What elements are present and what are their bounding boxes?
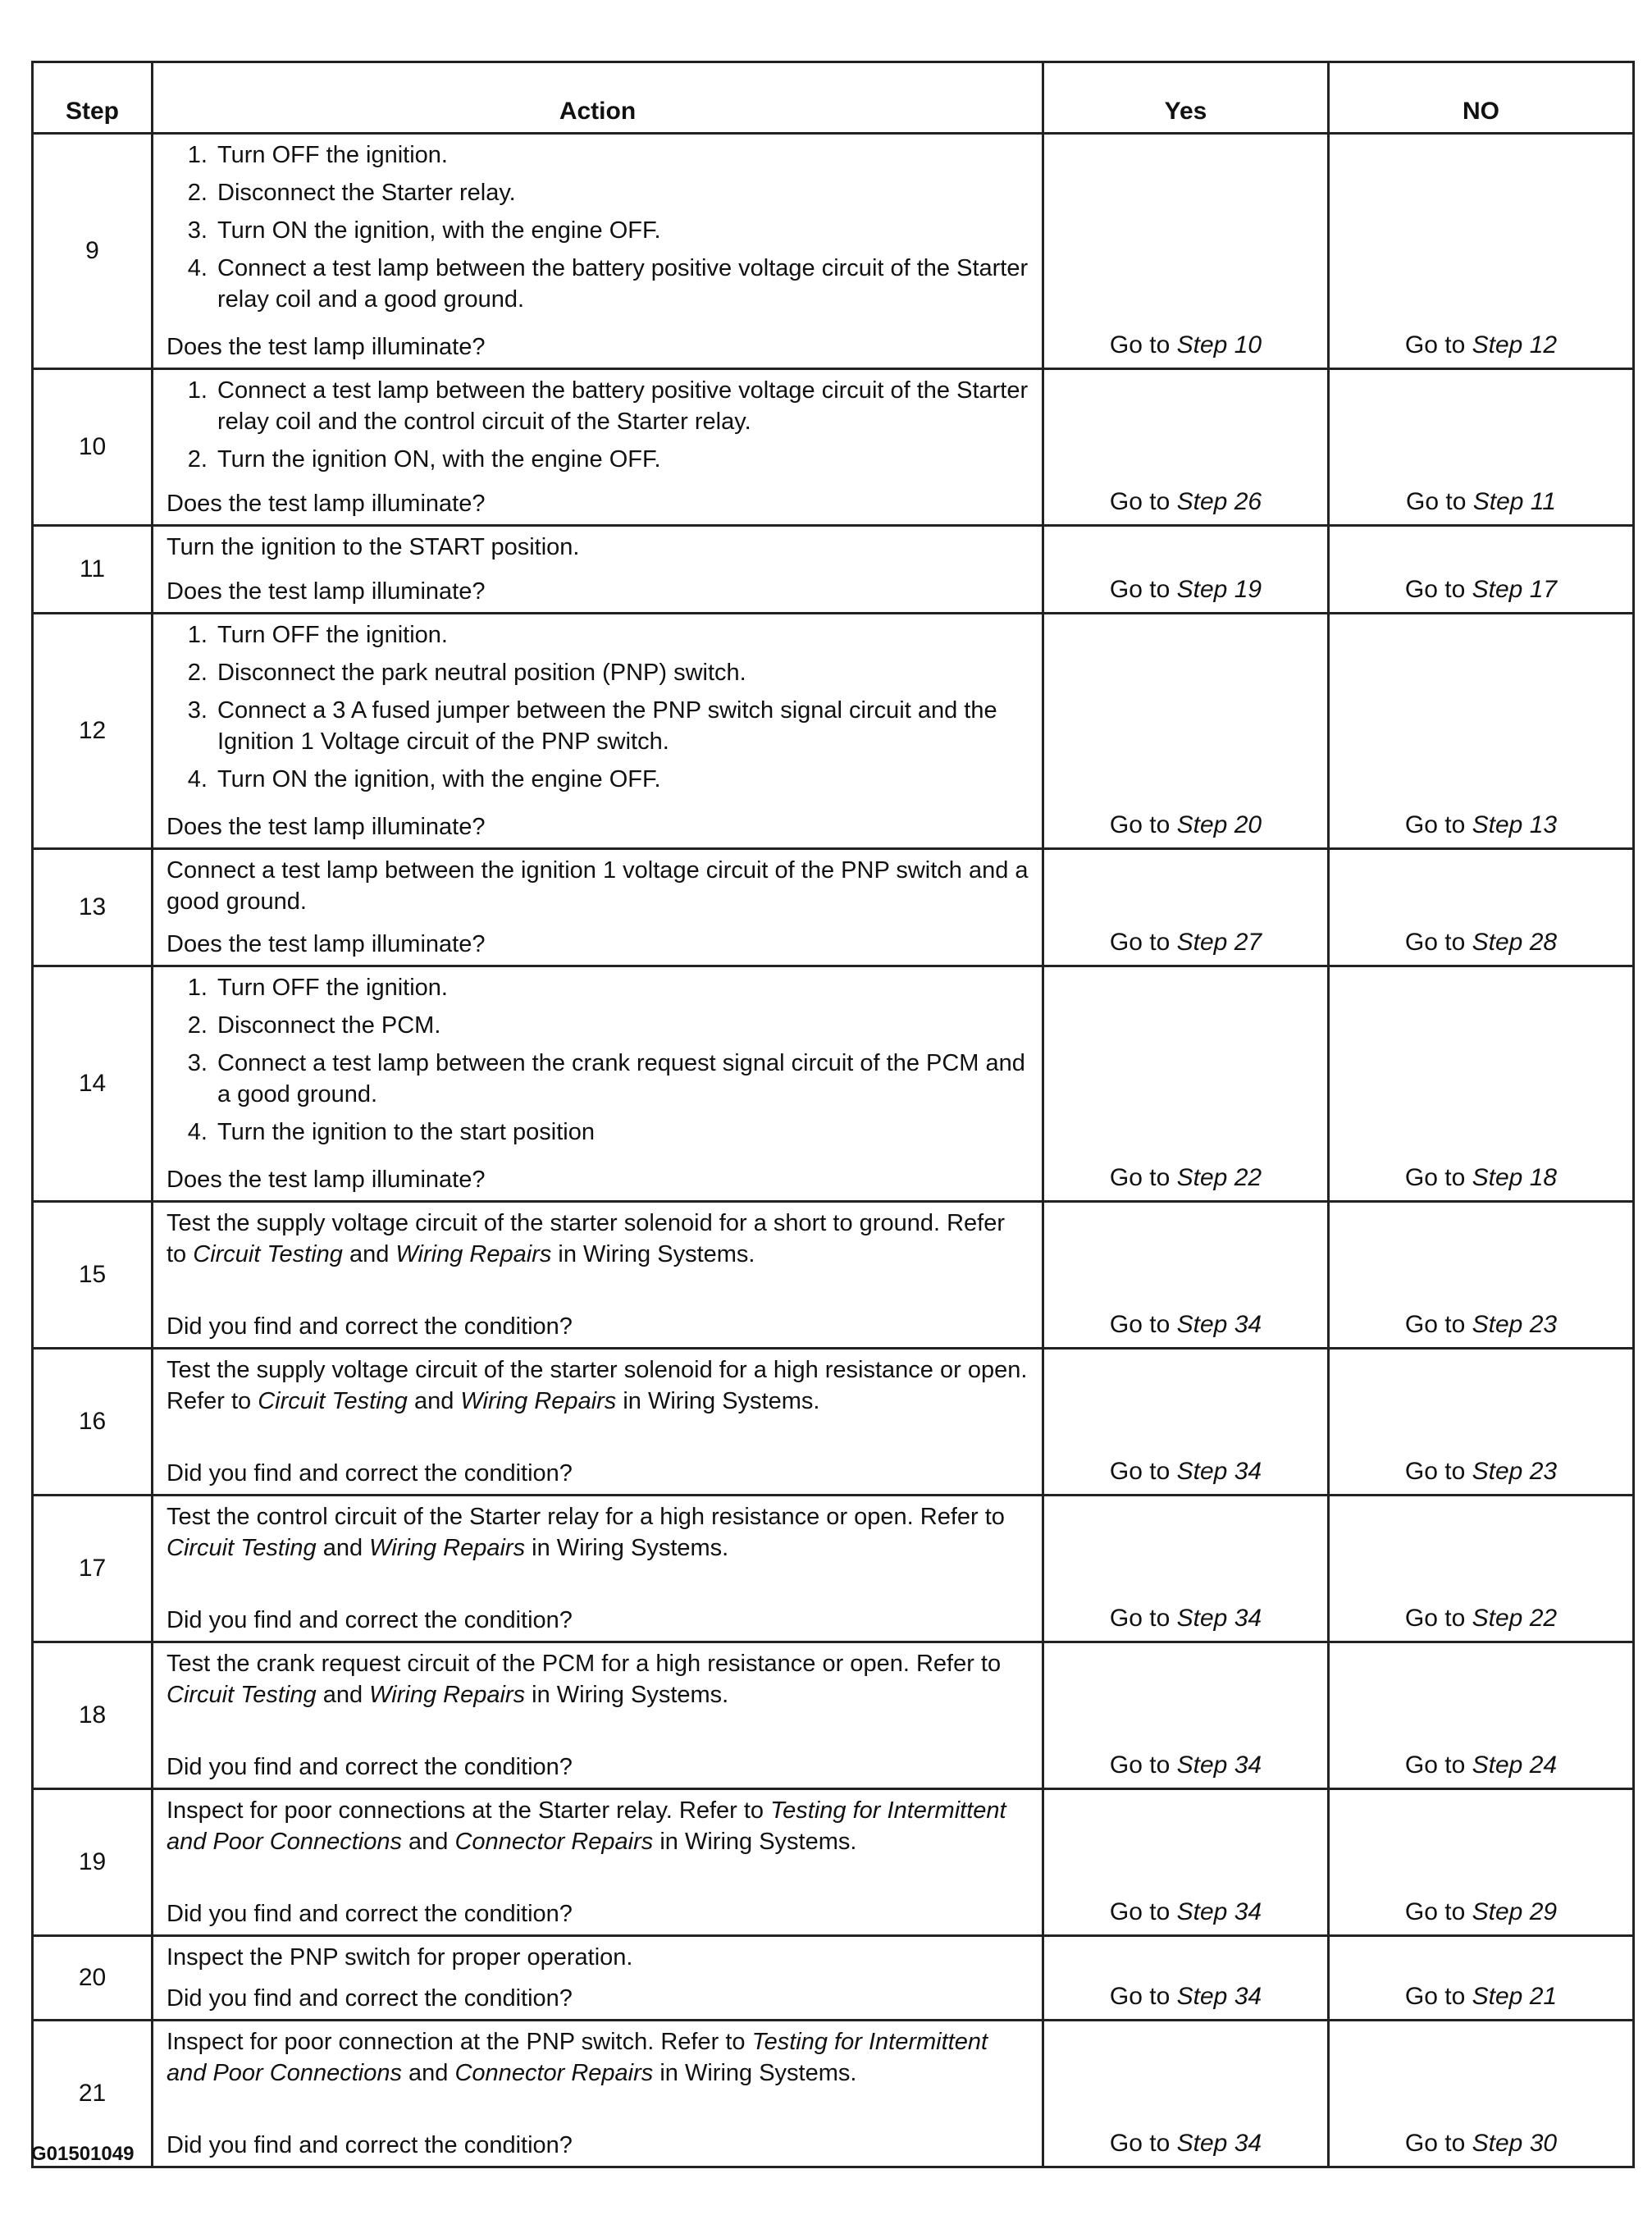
action-step: 1. Turn OFF the ignition. bbox=[214, 619, 1030, 651]
goto-step-target: Step 10 bbox=[1176, 331, 1262, 359]
goto-step-target: Step 34 bbox=[1176, 1605, 1262, 1632]
step-number: 13 bbox=[33, 849, 153, 966]
goto-prefix: Go to bbox=[1404, 1311, 1466, 1338]
action-step: 2. Turn the ignition ON, with the engine OFF. bbox=[214, 444, 1030, 475]
table-row bbox=[33, 849, 1634, 966]
action-question: Does the test lamp illuminate? bbox=[167, 491, 486, 517]
action-cell bbox=[153, 614, 1043, 849]
table-body bbox=[33, 134, 1634, 2167]
goto-step-target: Step 34 bbox=[1176, 1983, 1262, 2010]
goto-step-target: Step 13 bbox=[1472, 811, 1558, 838]
goto-prefix: Go to bbox=[1404, 1898, 1466, 1925]
step-number: 15 bbox=[33, 1202, 153, 1349]
goto-step-target: Step 28 bbox=[1472, 929, 1558, 956]
action-question: Did you find and correct the condition? bbox=[167, 1313, 573, 1340]
goto-prefix: Go to bbox=[1404, 331, 1466, 359]
action-text bbox=[167, 2026, 1030, 2089]
goto-step-target: Step 30 bbox=[1472, 2130, 1558, 2157]
goto-step-target: Step 22 bbox=[1472, 1605, 1558, 1632]
goto-prefix: Go to bbox=[1109, 331, 1171, 359]
no-result bbox=[1329, 1349, 1634, 1496]
table-row bbox=[33, 1202, 1634, 1349]
yes-result bbox=[1043, 1936, 1329, 2021]
no-result bbox=[1329, 526, 1634, 614]
goto-prefix: Go to bbox=[1109, 811, 1171, 838]
action-step: 2. Disconnect the park neutral position (PNP) switch. bbox=[214, 657, 1030, 688]
action-step: 3. Connect a test lamp between the crank request signal circuit of the PCM and a good ground. bbox=[214, 1048, 1030, 1110]
action-steps-list bbox=[167, 139, 1030, 315]
action-cell bbox=[153, 369, 1043, 526]
goto-step-target: Step 19 bbox=[1176, 576, 1262, 603]
action-question: Does the test lamp illuminate? bbox=[167, 931, 486, 957]
goto-step-target: Step 18 bbox=[1472, 1164, 1558, 1191]
header-action: Action bbox=[153, 62, 1043, 134]
action-text-part: Test the supply voltage circuit of the starter solenoid for a short to ground. Refer to bbox=[167, 1210, 1005, 1267]
goto-step-target: Step 24 bbox=[1472, 1751, 1558, 1779]
action-text-part: and bbox=[316, 1535, 370, 1561]
action-steps-list bbox=[167, 972, 1030, 1148]
table-row bbox=[33, 1349, 1634, 1496]
action-text-part: in Wiring Systems. bbox=[525, 1682, 729, 1708]
step-number: 18 bbox=[33, 1642, 153, 1789]
action-text-part: in Wiring Systems. bbox=[653, 2060, 857, 2086]
step-number: 9 bbox=[33, 134, 153, 369]
goto-prefix: Go to bbox=[1406, 488, 1467, 515]
no-result bbox=[1329, 614, 1634, 849]
goto-step-target: Step 23 bbox=[1472, 1311, 1558, 1338]
goto-prefix: Go to bbox=[1404, 1164, 1466, 1191]
action-question: Did you find and correct the condition? bbox=[167, 2132, 573, 2158]
action-text bbox=[167, 1354, 1030, 1417]
goto-prefix: Go to bbox=[1404, 1458, 1466, 1485]
action-question: Does the test lamp illuminate? bbox=[167, 334, 486, 360]
table-row bbox=[33, 1789, 1634, 1936]
reference-title: Circuit Testing bbox=[193, 1241, 343, 1267]
yes-result bbox=[1043, 849, 1329, 966]
reference-title: Testing for Intermittent and Poor Connections bbox=[167, 1797, 1006, 1855]
action-step: 1. Turn OFF the ignition. bbox=[214, 972, 1030, 1003]
diagnostic-table-sheet bbox=[31, 61, 1632, 2168]
goto-step-target: Step 22 bbox=[1176, 1164, 1262, 1191]
step-number: 16 bbox=[33, 1349, 153, 1496]
action-text-part: Inspect for poor connection at the PNP switch. Refer to bbox=[167, 2029, 752, 2055]
reference-title: Wiring Repairs bbox=[369, 1682, 526, 1708]
action-text-part: and bbox=[401, 1829, 455, 1855]
goto-step-target: Step 20 bbox=[1176, 811, 1262, 838]
yes-result bbox=[1043, 614, 1329, 849]
goto-prefix: Go to bbox=[1404, 576, 1466, 603]
goto-step-target: Step 34 bbox=[1176, 1898, 1262, 1925]
action-cell bbox=[153, 134, 1043, 369]
goto-step-target: Step 26 bbox=[1176, 488, 1262, 515]
no-result bbox=[1329, 1936, 1634, 2021]
action-step: 4. Connect a test lamp between the battery positive voltage circuit of the Starter relay coil and a good ground. bbox=[214, 253, 1030, 315]
table-row bbox=[33, 369, 1634, 526]
yes-result bbox=[1043, 966, 1329, 1202]
goto-step-target: Step 29 bbox=[1472, 1898, 1558, 1925]
yes-result bbox=[1043, 2021, 1329, 2167]
action-step: 2. Disconnect the Starter relay. bbox=[214, 177, 1030, 208]
table-row bbox=[33, 134, 1634, 369]
header-step: Step bbox=[33, 62, 153, 134]
action-text bbox=[167, 1648, 1030, 1710]
header-row bbox=[33, 62, 1634, 134]
goto-prefix: Go to bbox=[1404, 2130, 1466, 2157]
goto-prefix: Go to bbox=[1109, 1458, 1171, 1485]
step-number: 21 bbox=[33, 2021, 153, 2167]
table-row bbox=[33, 526, 1634, 614]
goto-step-target: Step 34 bbox=[1176, 1311, 1262, 1338]
action-text bbox=[167, 1208, 1030, 1270]
goto-prefix: Go to bbox=[1109, 1751, 1171, 1779]
action-text-part: Inspect for poor connections at the Starter relay. Refer to bbox=[167, 1797, 771, 1824]
no-result bbox=[1329, 134, 1634, 369]
reference-title: Wiring Repairs bbox=[369, 1535, 526, 1561]
reference-title: Circuit Testing bbox=[258, 1388, 408, 1414]
action-text: Turn the ignition to the START position. bbox=[167, 534, 580, 560]
action-step: 4. Turn ON the ignition, with the engine OFF. bbox=[214, 764, 1030, 795]
yes-result bbox=[1043, 1349, 1329, 1496]
action-cell bbox=[153, 966, 1043, 1202]
reference-title: Connector Repairs bbox=[454, 1829, 654, 1855]
table-row bbox=[33, 966, 1634, 1202]
goto-prefix: Go to bbox=[1109, 1983, 1171, 2010]
diagnostic-table bbox=[31, 61, 1635, 2168]
action-text: Connect a test lamp between the ignition 1 voltage circuit of the PNP switch and a good ground. bbox=[167, 857, 1029, 915]
reference-title: Circuit Testing bbox=[167, 1682, 317, 1708]
action-step: 3. Connect a 3 A fused jumper between the PNP switch signal circuit and the Ignition 1 Voltage circuit of the PNP switch. bbox=[214, 695, 1030, 757]
action-step: 4. Turn the ignition to the start position bbox=[214, 1117, 1030, 1148]
action-text-part: in Wiring Systems. bbox=[653, 1829, 857, 1855]
goto-prefix: Go to bbox=[1404, 1983, 1466, 2010]
action-cell bbox=[153, 1936, 1043, 2021]
action-cell bbox=[153, 1642, 1043, 1789]
action-question: Did you find and correct the condition? bbox=[167, 1607, 573, 1633]
goto-prefix: Go to bbox=[1404, 929, 1466, 956]
action-cell bbox=[153, 1349, 1043, 1496]
table-row bbox=[33, 614, 1634, 849]
goto-prefix: Go to bbox=[1404, 1751, 1466, 1779]
action-cell bbox=[153, 2021, 1043, 2167]
goto-prefix: Go to bbox=[1109, 576, 1171, 603]
no-result bbox=[1329, 1642, 1634, 1789]
goto-prefix: Go to bbox=[1404, 811, 1466, 838]
no-result bbox=[1329, 1496, 1634, 1642]
action-text-part: Test the control circuit of the Starter relay for a high resistance or open. Refer to bbox=[167, 1504, 1005, 1530]
step-number: 14 bbox=[33, 966, 153, 1202]
goto-prefix: Go to bbox=[1109, 1311, 1171, 1338]
no-result bbox=[1329, 849, 1634, 966]
yes-result bbox=[1043, 526, 1329, 614]
yes-result bbox=[1043, 1202, 1329, 1349]
action-cell bbox=[153, 1789, 1043, 1936]
reference-title: Circuit Testing bbox=[167, 1535, 317, 1561]
goto-prefix: Go to bbox=[1109, 488, 1171, 515]
goto-step-target: Step 34 bbox=[1176, 1458, 1262, 1485]
action-cell bbox=[153, 1202, 1043, 1349]
goto-prefix: Go to bbox=[1109, 2130, 1171, 2157]
reference-title: Wiring Repairs bbox=[460, 1388, 617, 1414]
action-text-part: and bbox=[407, 1388, 461, 1414]
header-yes: Yes bbox=[1043, 62, 1329, 134]
action-question: Does the test lamp illuminate? bbox=[167, 814, 486, 840]
action-cell bbox=[153, 849, 1043, 966]
reference-title: Wiring Repairs bbox=[395, 1241, 552, 1267]
goto-step-target: Step 21 bbox=[1472, 1983, 1558, 2010]
action-question: Did you find and correct the condition? bbox=[167, 1901, 573, 1927]
action-question: Did you find and correct the condition? bbox=[167, 1460, 573, 1487]
goto-prefix: Go to bbox=[1109, 929, 1171, 956]
goto-step-target: Step 17 bbox=[1472, 576, 1558, 603]
action-text-part: and bbox=[401, 2060, 455, 2086]
action-text-part: Test the supply voltage circuit of the starter solenoid for a high resistance or open. Refer to bbox=[167, 1357, 1028, 1414]
goto-step-target: Step 34 bbox=[1176, 2130, 1262, 2157]
action-text-part: and bbox=[316, 1682, 370, 1708]
action-cell bbox=[153, 526, 1043, 614]
action-question: Does the test lamp illuminate? bbox=[167, 1167, 486, 1193]
step-number: 11 bbox=[33, 526, 153, 614]
goto-prefix: Go to bbox=[1109, 1605, 1171, 1632]
goto-step-target: Step 11 bbox=[1472, 488, 1556, 515]
action-text bbox=[167, 1795, 1030, 1857]
action-text-part: in Wiring Systems. bbox=[551, 1241, 755, 1267]
action-step: 2. Disconnect the PCM. bbox=[214, 1010, 1030, 1041]
yes-result bbox=[1043, 369, 1329, 526]
step-number: 17 bbox=[33, 1496, 153, 1642]
no-result bbox=[1329, 369, 1634, 526]
action-cell bbox=[153, 1496, 1043, 1642]
table-row bbox=[33, 1936, 1634, 2021]
action-step: 1. Connect a test lamp between the battery positive voltage circuit of the Starter relay coil and the control circuit of the Starter relay. bbox=[214, 375, 1030, 437]
action-text-part: in Wiring Systems. bbox=[525, 1535, 729, 1561]
figure-code: G01501049 bbox=[31, 2143, 135, 2165]
action-question: Does the test lamp illuminate? bbox=[167, 578, 486, 605]
reference-title: Testing for Intermittent and Poor Connections bbox=[167, 2029, 988, 2086]
table-row bbox=[33, 1642, 1634, 1789]
goto-step-target: Step 12 bbox=[1472, 331, 1558, 359]
goto-step-target: Step 34 bbox=[1176, 1751, 1262, 1779]
no-result bbox=[1329, 2021, 1634, 2167]
step-number: 20 bbox=[33, 1936, 153, 2021]
header-no: NO bbox=[1329, 62, 1634, 134]
step-number: 12 bbox=[33, 614, 153, 849]
yes-result bbox=[1043, 1789, 1329, 1936]
goto-prefix: Go to bbox=[1109, 1898, 1171, 1925]
no-result bbox=[1329, 1789, 1634, 1936]
yes-result bbox=[1043, 1496, 1329, 1642]
table-row bbox=[33, 1496, 1634, 1642]
action-steps-list bbox=[167, 375, 1030, 475]
action-text-part: Test the crank request circuit of the PCM for a high resistance or open. Refer to bbox=[167, 1651, 1002, 1677]
action-question: Did you find and correct the condition? bbox=[167, 1985, 573, 2012]
action-steps-list bbox=[167, 619, 1030, 795]
goto-prefix: Go to bbox=[1109, 1164, 1171, 1191]
action-text-part: in Wiring Systems. bbox=[616, 1388, 820, 1414]
step-number: 19 bbox=[33, 1789, 153, 1936]
goto-step-target: Step 23 bbox=[1472, 1458, 1558, 1485]
action-step: 3. Turn ON the ignition, with the engine OFF. bbox=[214, 215, 1030, 246]
step-number: 10 bbox=[33, 369, 153, 526]
goto-prefix: Go to bbox=[1404, 1605, 1466, 1632]
table-row bbox=[33, 2021, 1634, 2167]
yes-result bbox=[1043, 1642, 1329, 1789]
action-text-part: and bbox=[342, 1241, 396, 1267]
action-question: Did you find and correct the condition? bbox=[167, 1754, 573, 1780]
goto-step-target: Step 27 bbox=[1176, 929, 1262, 956]
reference-title: Connector Repairs bbox=[454, 2060, 654, 2086]
yes-result bbox=[1043, 134, 1329, 369]
no-result bbox=[1329, 1202, 1634, 1349]
action-step: 1. Turn OFF the ignition. bbox=[214, 139, 1030, 171]
action-text: Inspect the PNP switch for proper operation. bbox=[167, 1944, 633, 1971]
no-result bbox=[1329, 966, 1634, 1202]
action-text bbox=[167, 1501, 1030, 1564]
